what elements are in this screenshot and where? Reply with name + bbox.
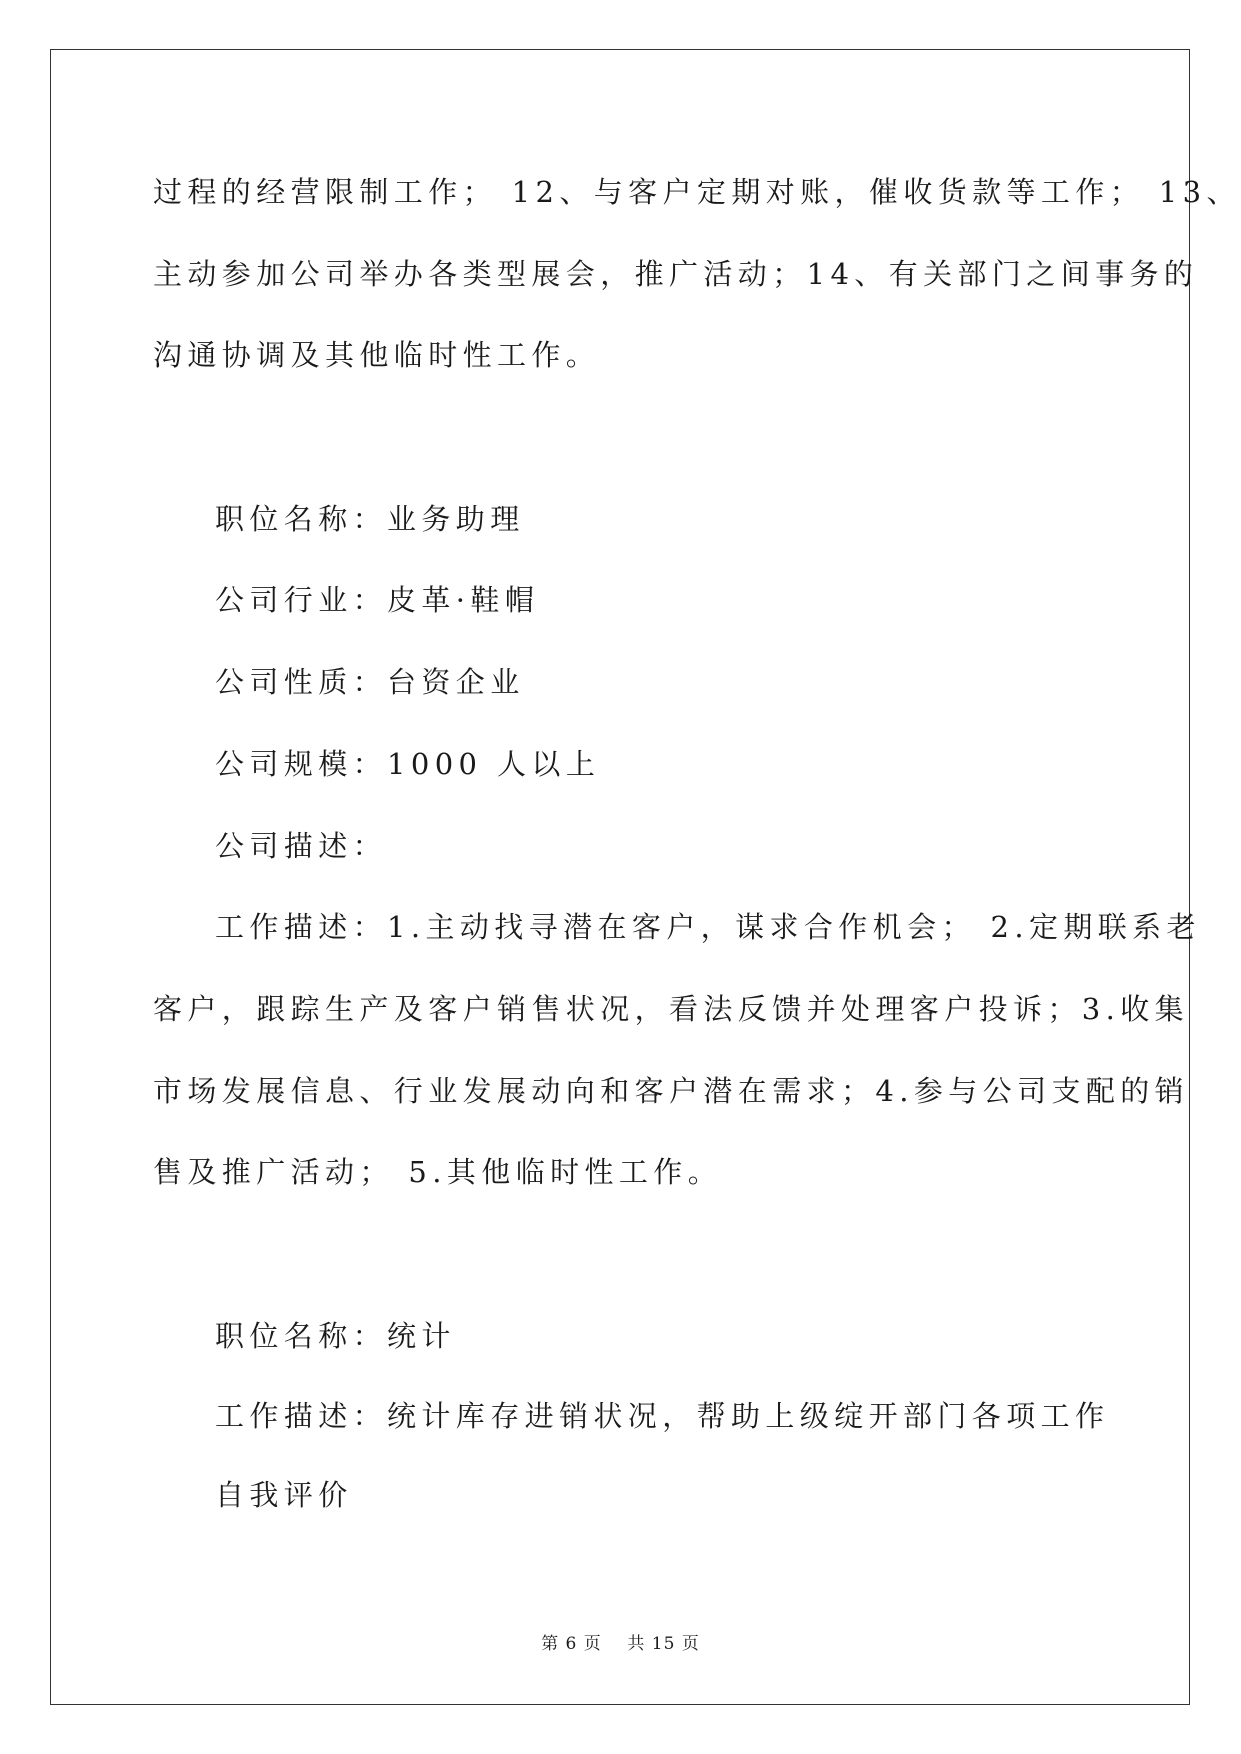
- company-industry: 公司行业：皮革·鞋帽: [215, 583, 540, 617]
- page-border: [50, 49, 1190, 1705]
- job-description-line: 工作描述：1.主动找寻潜在客户，谋求合作机会； 2.定期联系老: [215, 910, 1201, 944]
- job-description-line: 客户，跟踪生产及客户销售状况，看法反馈并处理客户投诉；3.收集: [153, 992, 1190, 1026]
- text-line: 主动参加公司举办各类型展会，推广活动；14、有关部门之间事务的: [153, 257, 1199, 291]
- section-heading: 自我评价: [215, 1478, 353, 1512]
- text-line: 过程的经营限制工作； 12、与客户定期对账，催收货款等工作； 13、: [153, 175, 1241, 209]
- page-number: 第 6 页 共 15 页: [541, 1634, 700, 1654]
- company-scale: 公司规模：1000 人以上: [215, 747, 601, 781]
- company-description: 公司描述：: [215, 829, 388, 863]
- job-description-line: 售及推广活动； 5.其他临时性工作。: [153, 1155, 723, 1189]
- job-description-line: 工作描述：统计库存进销状况，帮助上级绽开部门各项工作: [215, 1399, 1110, 1433]
- company-nature: 公司性质：台资企业: [215, 665, 525, 699]
- text-line: 沟通协调及其他临时性工作。: [153, 338, 601, 372]
- job-title: 职位名称：统计: [215, 1319, 456, 1353]
- job-description-line: 市场发展信息、行业发展动向和客户潜在需求；4.参与公司支配的销: [153, 1074, 1190, 1108]
- job-title: 职位名称：业务助理: [215, 502, 525, 536]
